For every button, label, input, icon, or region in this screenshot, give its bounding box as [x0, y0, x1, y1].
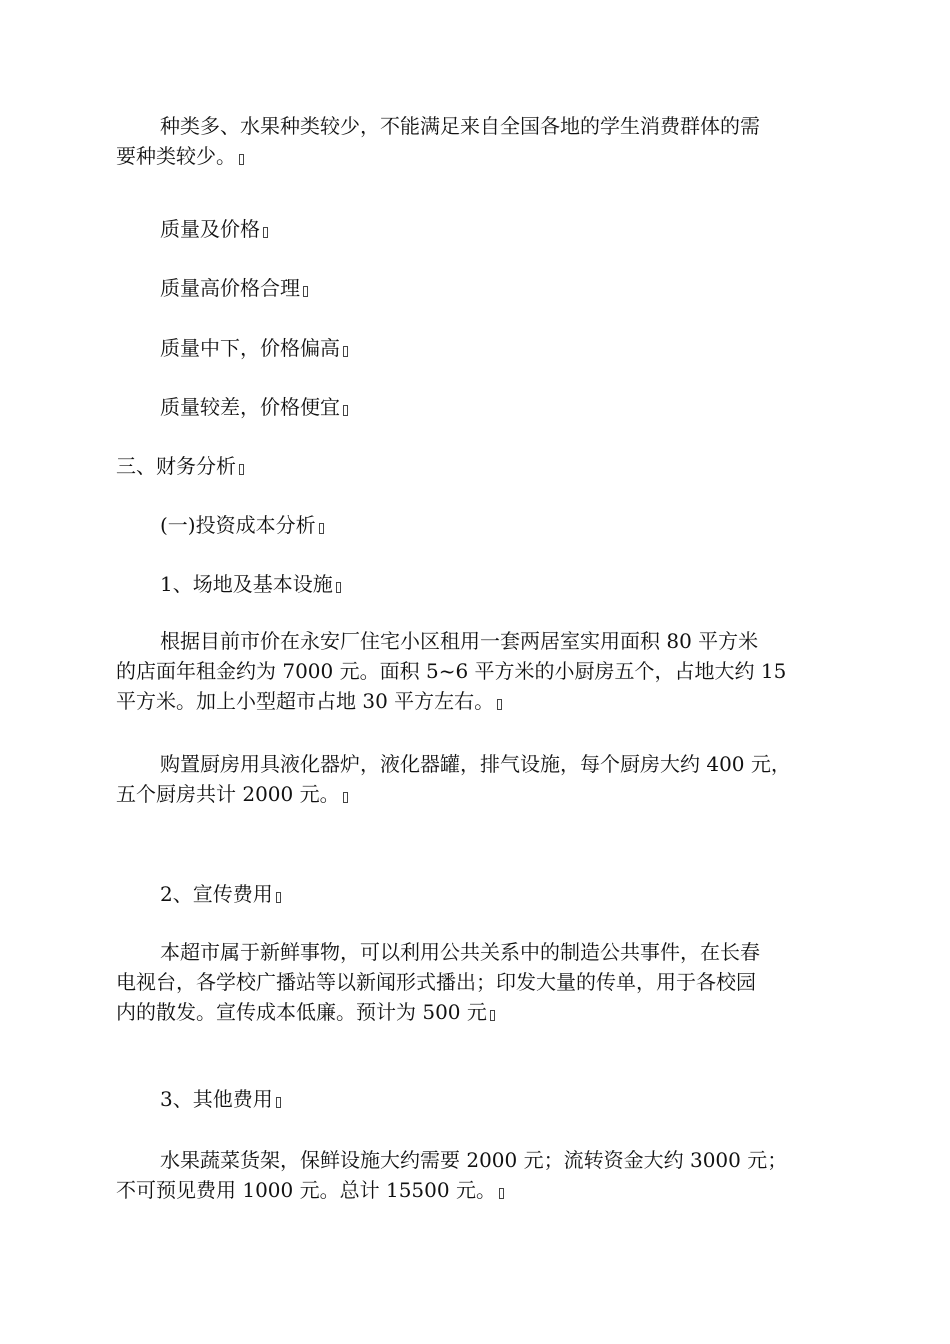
paragraph-mark: [343, 405, 348, 416]
paragraph-1-text: 种类多、水果种类较少，不能满足来自全国各地的学生消费群体的需 要种类较少。: [116, 114, 760, 168]
paragraph-site-text: 根据目前市价在永安厂住宅小区租用一套两居室实用面积 80 平方米 的店面年租金约为 7000 元。面积 5~6 平方米的小厨房五个，占地大约 15 平方米。加上小型超市占地 30 平方左右。: [116, 629, 787, 713]
paragraph-kitchen-text: 购置厨房用具液化器炉，液化器罐，排气设施，每个厨房大约 400 元， 五个厨房共计 2000 元。: [116, 752, 791, 806]
paragraph-2-text: 质量及价格: [160, 217, 260, 241]
item-heading-2: [116, 879, 836, 909]
item-heading-2-text: 2、宣传费用: [160, 882, 273, 906]
subsection-heading-text: (一)投资成本分析: [160, 513, 316, 537]
paragraph-promotion-text: 本超市属于新鲜事物，可以利用公共关系中的制造公共事件，在长春 电视台，各学校广播站等以新闻形式播出；印发大量的传单，用于各校园 内的散发。宣传成本低廉。预计为 500 元: [116, 940, 760, 1024]
item-heading-3-text: 3、其他费用: [160, 1087, 273, 1111]
subsection-heading: [116, 510, 836, 540]
paragraph-mark: [303, 286, 308, 297]
paragraph-4-text: 质量中下，价格偏高: [160, 336, 340, 360]
paragraph-5: [116, 392, 836, 422]
paragraph-mark: [343, 346, 348, 357]
paragraph-mark: [497, 699, 502, 710]
paragraph-5-text: 质量较差，价格便宜: [160, 395, 340, 419]
paragraph-3: [116, 273, 836, 303]
paragraph-promotion: [116, 937, 836, 1027]
paragraph-mark: [319, 523, 324, 534]
paragraph-2: [116, 214, 836, 244]
paragraph-mark: [343, 792, 348, 803]
section-heading: [116, 451, 836, 481]
paragraph-3-text: 质量高价格合理: [160, 276, 300, 300]
paragraph-mark: [239, 464, 244, 475]
paragraph-kitchen: [116, 749, 836, 809]
item-heading-1-text: 1、场地及基本设施: [160, 572, 333, 596]
item-heading-3: [116, 1084, 836, 1114]
paragraph-other-costs: [116, 1145, 836, 1205]
paragraph-mark: [499, 1188, 504, 1199]
paragraph-4: [116, 333, 836, 363]
paragraph-mark: [263, 227, 268, 238]
paragraph-site: [116, 626, 836, 716]
paragraph-1: [116, 111, 836, 171]
paragraph-mark: [239, 154, 244, 165]
paragraph-other-costs-text: 水果蔬菜货架，保鲜设施大约需要 2000 元；流转资金大约 3000 元； 不可预见费用 1000 元。总计 15500 元。: [116, 1148, 788, 1202]
paragraph-mark: [490, 1010, 495, 1021]
paragraph-mark: [336, 582, 341, 593]
section-heading-text: 三、财务分析: [116, 454, 236, 478]
item-heading-1: [116, 569, 836, 599]
paragraph-mark: [276, 1097, 281, 1108]
paragraph-mark: [276, 892, 281, 903]
